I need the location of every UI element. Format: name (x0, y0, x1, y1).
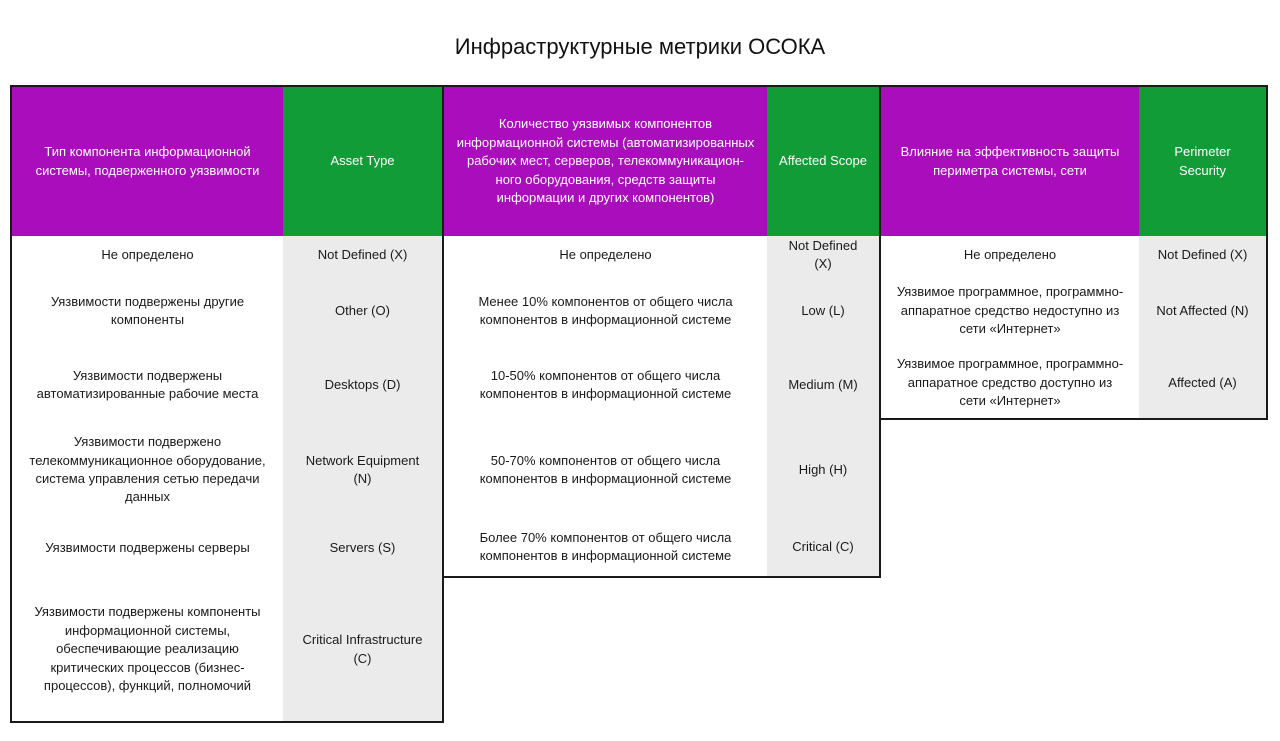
row-code: Not Defined (X) (1139, 236, 1266, 274)
row-code: Desktops (D) (283, 348, 442, 422)
row-code: Servers (S) (283, 518, 442, 578)
asset-type-table (10, 85, 444, 723)
affected-scope-header-description: Количество уязвимых компонентов информационной системы (автоматизированных рабочих мест, серверов, телекоммуникацион-ного оборудования, средств защиты информации и других компонентов) (444, 87, 767, 236)
row-description: Уязвимое программное, программно-аппаратное средство недоступно из сети «Интернет» (896, 284, 1124, 337)
row-code: Affected (A) (1139, 348, 1266, 418)
row-description: Менее 10% компонентов от общего числа компонентов в информационной системе (478, 293, 733, 327)
row-code: Medium (M) (767, 348, 879, 422)
row-code: Network Equipment (N) (283, 422, 442, 518)
row-description: Не определено (559, 246, 652, 262)
row-code: Not Affected (N) (1139, 274, 1266, 348)
row-code: High (H) (767, 422, 879, 518)
row-code: Not Defined (X) (767, 236, 879, 274)
row-description: 50-70% компонентов от общего числа компонентов в информационной системе (479, 452, 732, 486)
row-description: Уязвимости подвержены серверы (45, 539, 250, 555)
perimeter-security-table (879, 85, 1268, 420)
row-description: Уязвимости подвержены автоматизированные рабочие места (36, 367, 259, 401)
page-title: Инфраструктурные метрики ОСОКА (454, 34, 826, 59)
asset-type-header-description: Тип компонента информационной системы, подверженного уязвимости (12, 87, 283, 236)
row-description: Не определено (963, 246, 1057, 262)
row-description: Более 70% компонентов от общего числа компонентов в информационной системе (479, 529, 732, 563)
row-description: 10-50% компонентов от общего числа компонентов в информационной системе (479, 367, 732, 401)
row-code: Not Defined (X) (283, 236, 442, 274)
affected-scope-table (442, 85, 881, 578)
perimeter-security-header-description: Влияние на эффективность защиты периметра системы, сети (881, 87, 1139, 236)
affected-scope-header-code: Affected Scope (767, 87, 879, 236)
row-description: Уязвимое программное, программно-аппаратное средство доступно из сети «Интернет» (896, 356, 1124, 409)
row-description: Уязвимости подвержены другие компоненты (50, 293, 245, 327)
row-description: Не определено (101, 246, 194, 262)
perimeter-security-header-code: Perimeter Security (1139, 87, 1266, 236)
row-code: Critical (C) (767, 518, 879, 576)
asset-type-header-code: Asset Type (283, 87, 442, 236)
row-description: Уязвимости подвержены компоненты информационной системы, обеспечивающие реализацию критических процессов (бизнес-процессов), функций, полномочий (34, 604, 261, 694)
row-description: Уязвимости подвержено телекоммуникационное оборудование, система управления сетью передачи данных (29, 434, 266, 505)
row-code: Low (L) (767, 274, 879, 348)
row-code: Other (O) (283, 274, 442, 348)
row-code: Critical Infrastructure (C) (283, 578, 442, 721)
